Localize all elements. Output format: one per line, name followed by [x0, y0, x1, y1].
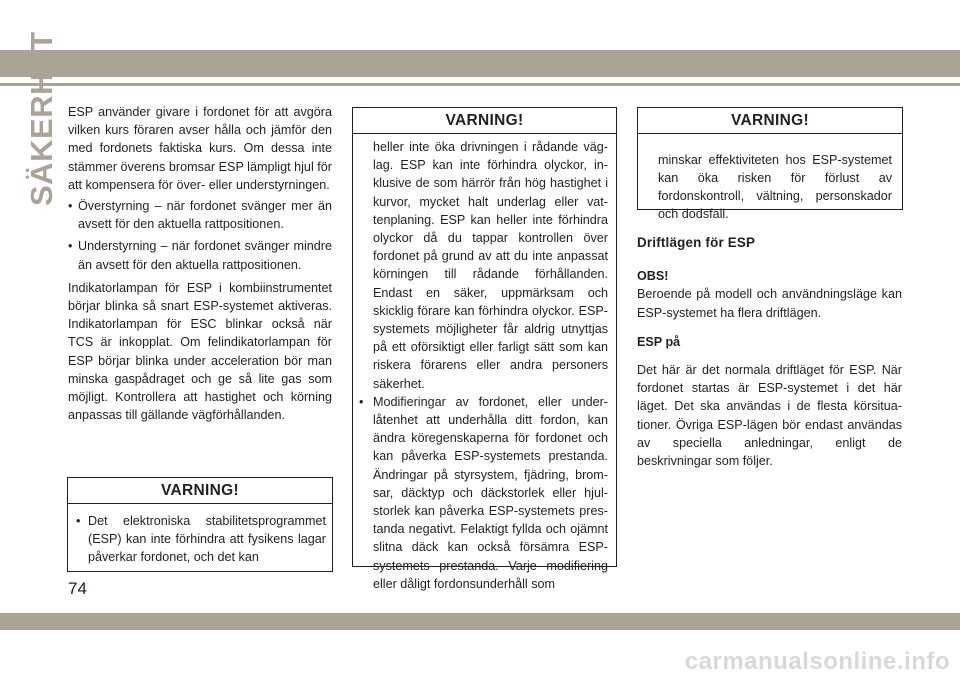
warning-title: VARNING! — [68, 478, 332, 504]
bullet-understeer — [68, 237, 332, 273]
bottom-band — [0, 613, 960, 630]
section-title: SÄKERHET — [24, 31, 59, 206]
warning-continued-text: heller inte öka drivningen i rådande väglag. ESP kan inte förhindra olyckor, inklusive de som härrör från hög hastighet i kurvor, mycket halt underlag eller vattenplaning. ESP kan heller inte förhindra olyckor då du tappar kontrollen över fordonet på grund av att du inte anpassat körningen till rådande förhållanden. Endast en säker, uppmärksam och skicklig förare kan förhindra olyckor. ESP-systemets möjligheter får aldrig utnyttjas på ett oförsiktigt eller farligt sätt som kan riskera förarens eller andra personers säkerhet. — [373, 140, 608, 391]
bullet-dot: • — [76, 514, 81, 528]
warning-bullet — [359, 393, 608, 593]
warning-title: VARNING! — [638, 108, 902, 134]
section-heading: Driftlägen för ESP — [637, 235, 756, 250]
column-left — [68, 103, 332, 424]
note-label: OBS! — [637, 269, 669, 284]
page-number: 74 — [68, 579, 87, 598]
bullet-text: Överstyrning – när fordonet svänger mer än avsett för den aktuella rattpositionen. — [78, 199, 332, 232]
warning-continued-text: minskar effektiviteten hos ESP-systemet kan öka risken för förlust av fordonskontroll, vältning, personskador och dödsfall. — [658, 152, 892, 222]
bullet-dot: • — [68, 199, 73, 214]
top-band — [0, 50, 960, 77]
note-text: Beroende på modell och användningsläge kan ESP-systemet ha flera driftlägen. — [637, 287, 902, 320]
warning-title: VARNING! — [353, 108, 616, 134]
bullet-oversteer — [68, 197, 332, 233]
column-right — [637, 234, 902, 470]
indicator-paragraph: Indikatorlampan för ESP i kombiinstrumentet börjar blinka så snart ESP-systemet aktiveras. Indikatorlampan för ESC blinkar också när TCS är inkopplat. Om felindikatorlampan för ESP börjar blinka under acceleration bör man minska gaspådraget och ge så lite gas som möjligt. Kontrollera att hastighet och körning anpassas till gällande vägförhållanden. — [68, 280, 332, 423]
bullet-text: Det elektroniska stabilitetsprogrammet (ESP) kan inte förhindra att fysikens lagar påverkar fordonet, och det kan — [88, 514, 326, 565]
esp-on-paragraph: Det här är det normala driftläget för ESP. När fordonet startas är ESP-systemet i det här läget. Det ska användas i de flesta körsituationer. Övriga ESP-lägen bör endast användas av speciella anledningar, enligt de beskrivningar som följer. — [637, 363, 902, 469]
warning-box-3 — [637, 107, 903, 222]
bullet-dot: • — [359, 394, 364, 409]
warning-bullet — [76, 512, 326, 567]
bullet-dot: • — [68, 239, 73, 254]
warning-body — [68, 504, 332, 567]
subheading-esp-on: ESP på — [637, 334, 681, 349]
bullet-text: Modifieringar av fordonet, eller underlåtenhet att underhålla ditt fordon, kan ändra köregenskaperna för fordonet och kan påverka ESP-systemets prestanda. Ändringar på styrsystem, fjädring, bromsar, däcktyp och däckstorlek eller hjulstorlek kan påverka ESP-systemets prestanda negativt. Felaktigt fyllda och ojämnt slitna däck kan också försämra ESP-systemets prestanda. Varje modifiering eller dåligt fordonsunderhåll som — [373, 394, 608, 591]
warning-body — [638, 134, 902, 223]
watermark: carmanualsonline.info — [684, 648, 950, 675]
warning-box-1 — [67, 477, 333, 572]
top-rule — [0, 83, 960, 86]
intro-paragraph: ESP använder givare i fordonet för att avgöra vilken kurs föraren avser hålla och jämför den med fordonets faktiska kurs. Om dessa inte stämmer överens bromsar ESP lämpligt hjul för att kompensera för över- eller understyrningen. — [68, 105, 332, 192]
warning-box-2 — [352, 107, 617, 591]
warning-body — [353, 134, 616, 593]
bullet-text: Understyrning – när fordonet svänger mindre än avsett för den aktuella rattpositionen. — [78, 239, 332, 272]
